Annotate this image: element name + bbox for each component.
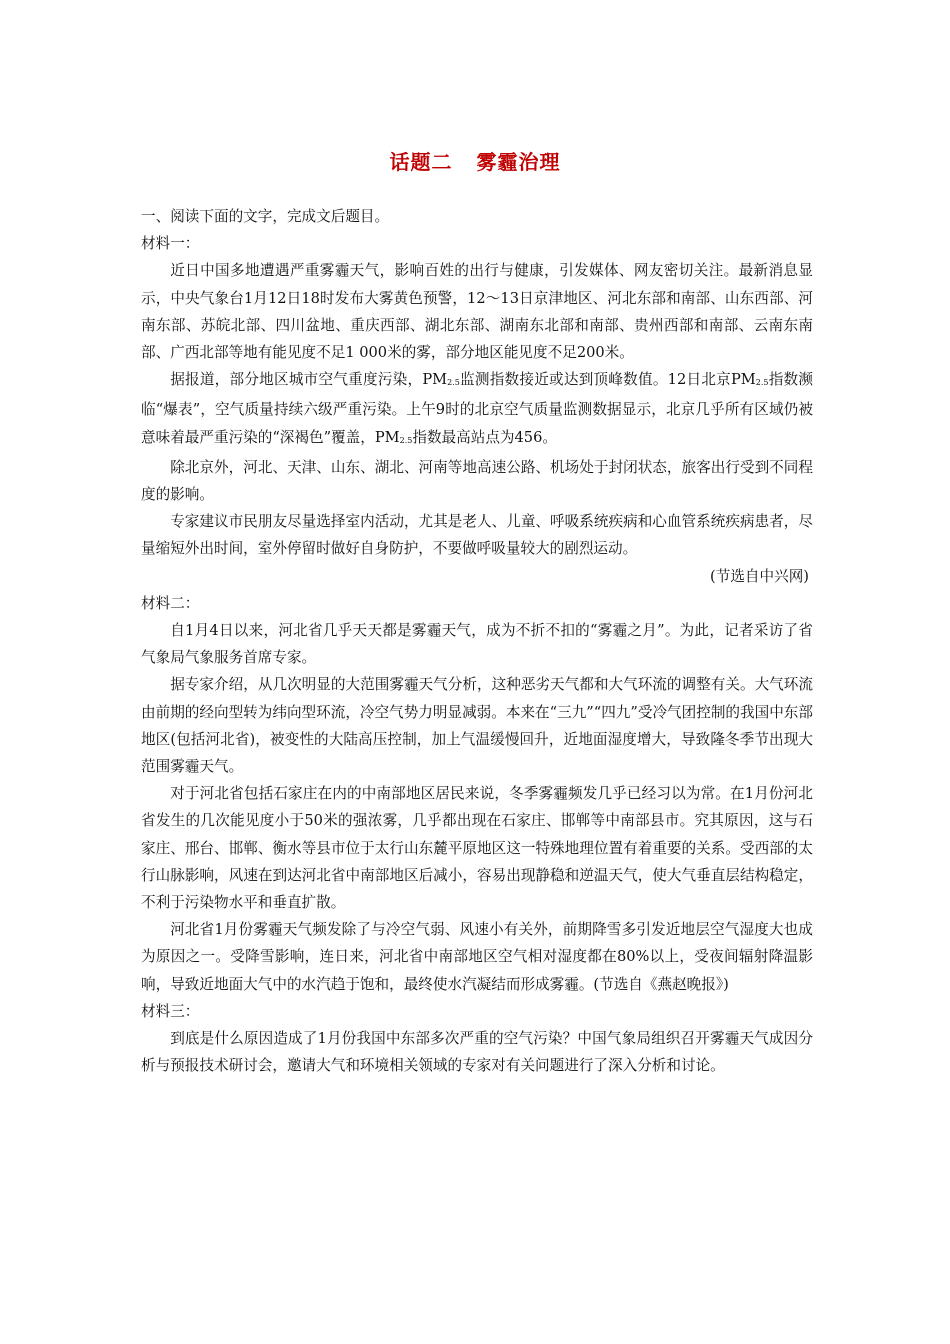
material-3-paragraph-1: 到底是什么原因造成了1月份我国中东部多次严重的空气污染？中国气象局组织召开雾霾天气成因分析与预报技术研讨会，邀请大气和环境相关领域的专家对有关问题进行了深入分析和讨论。 xyxy=(141,1030,813,1075)
material-1-paragraph-1: 近日中国多地遭遇严重雾霾天气，影响百姓的出行与健康，引发媒体、网友密切关注。最新消息显示，中央气象台1月12日18时发布大雾黄色预警，12～13日京津地区、河北东部和南部、山东西部、河南东部、苏皖北部、四川盆地、重庆西部、湖北东部、湖南东北部和南部、贵州西部和南部、云南东南部、广西北部等地有能见度不足1 000米的雾，部分地区能见度不足200米。 xyxy=(141,262,813,362)
material-2-label: 材料二： xyxy=(141,594,200,612)
document-body xyxy=(141,203,813,1080)
material-1-paragraph-2: 据报道，部分地区城市空气重度污染，$PM_{2.5}$监测指数接近或达到顶峰数值。12日北京$PM_{2.5}$指数濒临“爆表”，空气质量持续六级严重污染。上午9时的北京空气质量监测数据显示，北京几乎所有区域仍被意味着最严重污染的“深褐色”覆盖，$PM_{2.5}$指数最高站点为456。 xyxy=(141,371,813,446)
title-topic: 话题二 xyxy=(389,150,453,174)
material-2-paragraph-4: 河北省1月份雾霾天气频发除了与冷空气弱、风速小有关外，前期降雪多引发近地层空气湿度大也成为原因之一。受降雪影响，连日来，河北省中南部地区空气相对湿度都在80%以上，受夜间辐射降温影响，导致近地面大气中的水汽趋于饱和，最终使水汽凝结而形成雾霾。(节选自《燕赵晚报》) xyxy=(141,921,813,993)
material-1-label: 材料一： xyxy=(141,235,200,253)
page-title xyxy=(0,146,950,175)
material-2-paragraph-2: 据专家介绍，从几次明显的大范围雾霾天气分析，这种恶劣天气都和大气环流的调整有关。大气环流由前期的经向型转为纬向型环流，冷空气势力明显减弱。本来在“三九”“四九”受冷气团控制的我国中东部地区(包括河北省)，被变性的大陆高压控制，加上气温缓慢回升，近地面湿度增大，导致隆冬季节出现大范围雾霾天气。 xyxy=(141,676,813,776)
material-1-paragraph-3: 除北京外，河北、天津、山东、湖北、河南等地高速公路、机场处于封闭状态，旅客出行受到不同程度的影响。 xyxy=(141,458,813,504)
title-subject: 雾霾治理 xyxy=(476,150,561,174)
material-3-label: 材料三： xyxy=(141,1002,200,1020)
material-1-source: (节选自中兴网) xyxy=(710,567,809,585)
material-2-paragraph-1: 自1月4日以来，河北省几乎天天都是雾霾天气，成为不折不扣的“雾霾之月”。为此，记者采访了省气象局气象服务首席专家。 xyxy=(141,622,813,667)
material-2-paragraph-3: 对于河北省包括石家庄在内的中南部地区居民来说，冬季雾霾频发几乎已经习以为常。在1月份河北省发生的几次能见度小于50米的强浓雾，几乎都出现在石家庄、邯郸等中南部县市。究其原因，这与石家庄、邢台、邯郸、衡水等县市位于太行山东麓平原地区这一特殊地理位置有着重要的关系。受西部的太行山脉影响，风速在到达河北省中南部地区后减小，容易出现静稳和逆温天气，使大气垂直层结构稳定，不利于污染物水平和垂直扩散。 xyxy=(141,785,813,912)
instruction-text: 一、阅读下面的文字，完成文后题目。 xyxy=(141,208,390,225)
material-1-paragraph-4: 专家建议市民朋友尽量选择室内活动，尤其是老人、儿童、呼吸系统疾病和心血管系统疾病患者，尽量缩短外出时间，室外停留时做好自身防护，不要做呼吸量较大的剧烈运动。 xyxy=(141,513,813,558)
